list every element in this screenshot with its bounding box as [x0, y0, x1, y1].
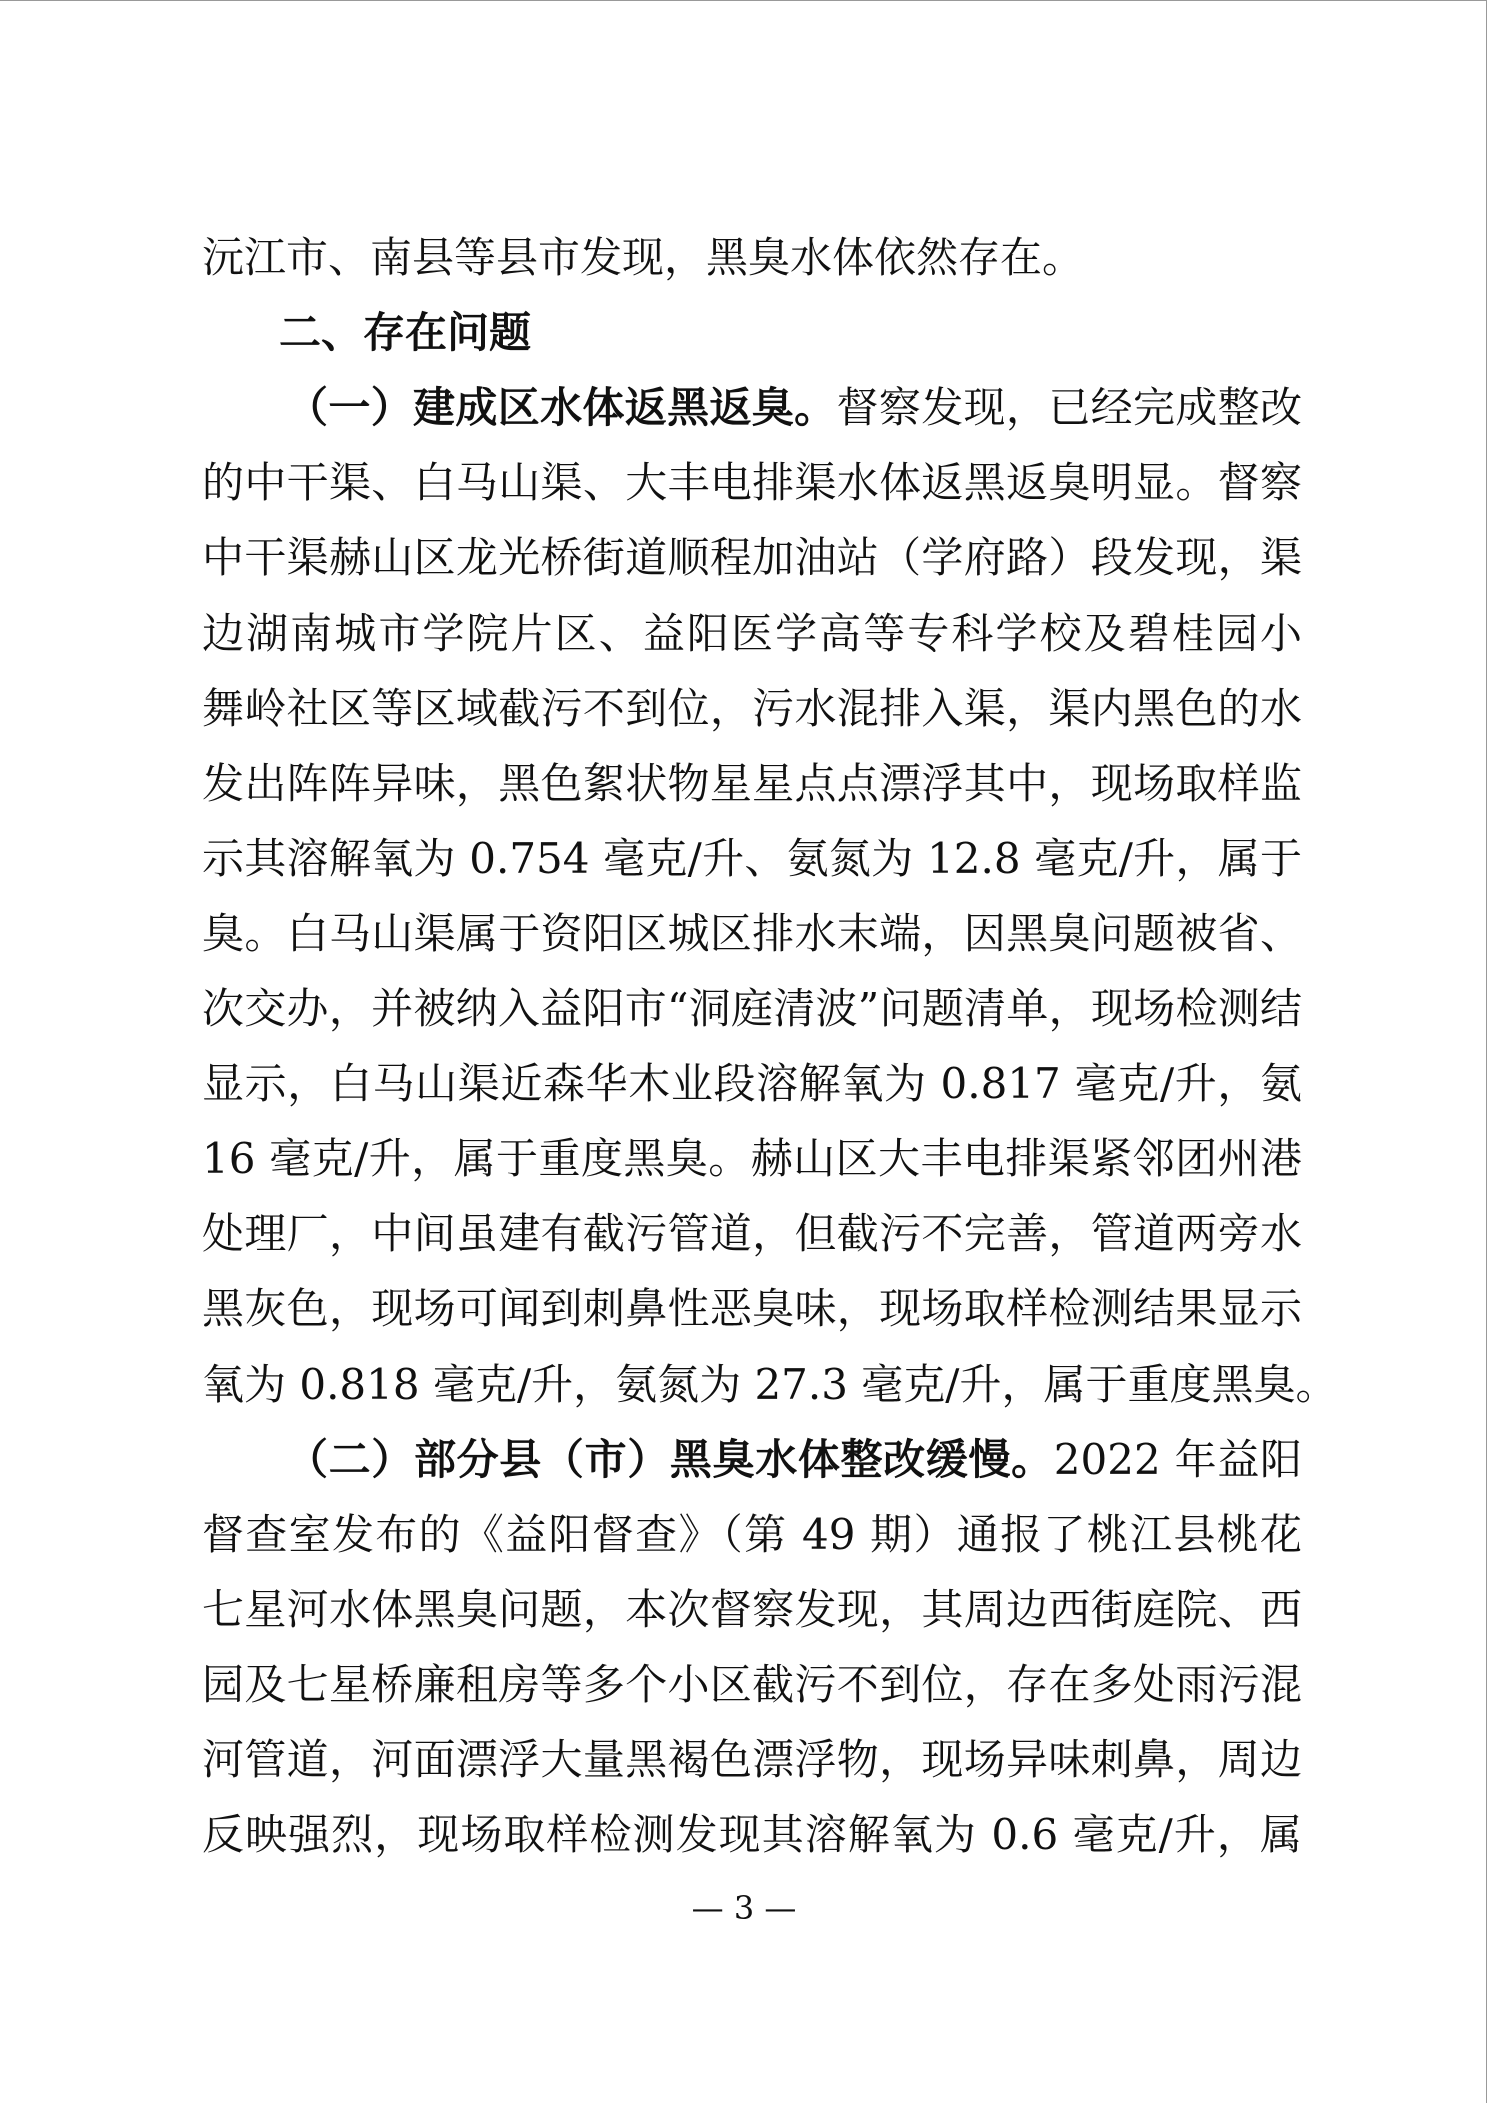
- line-text: 臭。白马山渠属于资阳区城区排水末端，因黑臭问题被省、: [202, 908, 1302, 958]
- line-text: 2022 年益阳: [1053, 1434, 1302, 1484]
- line-text: 发出阵阵异味，黑色絮状物星星点点漂浮其中，现场取样监: [202, 758, 1302, 808]
- text-line: [202, 904, 1302, 964]
- line-text: 次交办，并被纳入益阳市“洞庭清波”问题清单，现场检测结: [202, 984, 1302, 1033]
- text-line: [202, 829, 1302, 889]
- text-line: [202, 979, 1302, 1039]
- text-line: [202, 1580, 1302, 1640]
- line-text: 的中干渠、白马山渠、大丰电排渠水体返黑返臭明显。督察: [202, 458, 1302, 508]
- line-text: 园及七星桥廉租房等多个小区截污不到位，存在多处雨污混: [202, 1659, 1302, 1709]
- text-line: [202, 1355, 1338, 1415]
- line-text: 舞岭社区等区域截污不到位，污水混排入渠，渠内黑色的水: [202, 683, 1302, 733]
- page-number: — 3 —: [691, 1889, 797, 1927]
- line-text: 氧为 0.818 毫克/升，氨氮为 27.3 毫克/升，属于重度黑臭。: [202, 1359, 1338, 1409]
- line-text: 16 毫克/升，属于重度黑臭。赫山区大丰电排渠紧邻团州港: [202, 1134, 1302, 1184]
- subsection-title: （二）部分县（市）黑臭水体整改缓慢。: [286, 1434, 1054, 1484]
- text-line: [202, 228, 1302, 288]
- text-line: [202, 754, 1302, 814]
- line-text: 处理厂，中间虽建有截污管道，但截污不完善，管道两旁水: [202, 1209, 1302, 1259]
- text-line: [202, 453, 1302, 513]
- line-text: 示其溶解氧为 0.754 毫克/升、氨氮为 12.8 毫克/升，属于: [202, 833, 1302, 883]
- text-line: [286, 378, 1302, 438]
- text-line: [202, 1204, 1302, 1264]
- line-text: 二、存在问题: [279, 308, 532, 358]
- line-text: 中干渠赫山区龙光桥街道顺程加油站（学府路）段发现，渠: [202, 533, 1302, 583]
- line-text: 边湖南城市学院片区、益阳医学高等专科学校及碧桂园小: [202, 608, 1302, 658]
- text-line: [202, 1129, 1302, 1189]
- line-text: 沅江市、南县等县市发现，黑臭水体依然存在。: [202, 233, 1085, 282]
- line-text: 督查室发布的《益阳督查》（第 49 期）通报了桃江县桃花: [202, 1509, 1302, 1559]
- text-line: [202, 604, 1302, 664]
- section-heading: [279, 303, 1379, 363]
- text-line: [202, 528, 1302, 588]
- subsection-title: （一）建成区水体返黑返臭。: [286, 383, 837, 433]
- line-text: 七星河水体黑臭问题，本次督察发现，其周边西街庭院、西: [202, 1584, 1302, 1634]
- text-line: [286, 1430, 1302, 1490]
- text-line: [202, 1805, 1302, 1865]
- text-line: [202, 1279, 1302, 1339]
- text-line: [202, 1730, 1302, 1790]
- text-line: [202, 679, 1302, 739]
- line-text: 河管道，河面漂浮大量黑褐色漂浮物，现场异味刺鼻，周边: [202, 1735, 1302, 1784]
- line-text: 反映强烈，现场取样检测发现其溶解氧为 0.6 毫克/升，属: [202, 1810, 1302, 1860]
- line-text: 黑灰色，现场可闻到刺鼻性恶臭味，现场取样检测结果显示: [202, 1284, 1302, 1334]
- line-text: 显示，白马山渠近森华木业段溶解氧为 0.817 毫克/升，氨: [202, 1059, 1302, 1109]
- line-text: 督察发现，已经完成整改: [836, 383, 1302, 433]
- text-line: [202, 1505, 1302, 1565]
- text-line: [202, 1054, 1302, 1114]
- text-line: [202, 1655, 1302, 1715]
